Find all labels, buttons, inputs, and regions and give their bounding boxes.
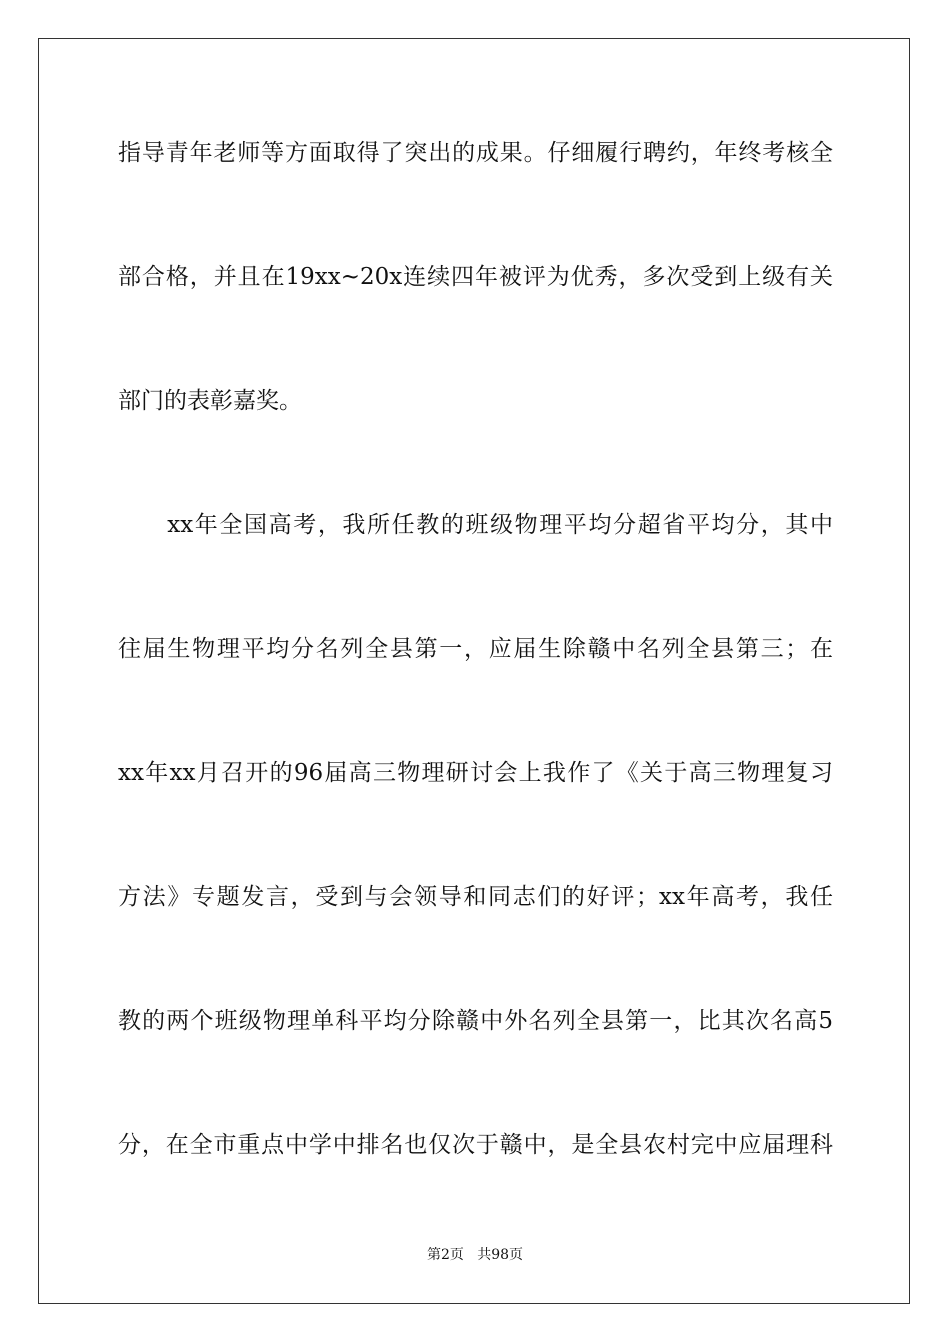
body-text-line: 方法》专题发言，受到与会领导和同志们的好评；xx年高考，我任 <box>118 884 833 910</box>
body-text-line: 分，在全市重点中学中排名也仅次于赣中，是全县农村完中应届理科 <box>118 1132 833 1158</box>
page-number-footer: 第2页 共98页 <box>426 1247 524 1263</box>
body-text-line: 教的两个班级物理单科平均分除赣中外名列全县第一，比其次名高5 <box>118 1008 833 1034</box>
body-text-line: 部门的表彰嘉奖。 <box>118 388 302 414</box>
body-text-line: 部合格，并且在19xx~20x连续四年被评为优秀，多次受到上级有关 <box>118 264 833 290</box>
body-text-line: 指导青年老师等方面取得了突出的成果。仔细履行聘约，年终考核全 <box>118 140 833 166</box>
body-text-line: 往届生物理平均分名列全县第一，应届生除赣中名列全县第三；在 <box>118 636 833 662</box>
body-text-line: xx年全国高考，我所任教的班级物理平均分超省平均分，其中 <box>118 512 833 538</box>
body-text-line: xx年xx月召开的96届高三物理研讨会上我作了《关于高三物理复习 <box>118 760 833 786</box>
page-border <box>38 38 910 1304</box>
